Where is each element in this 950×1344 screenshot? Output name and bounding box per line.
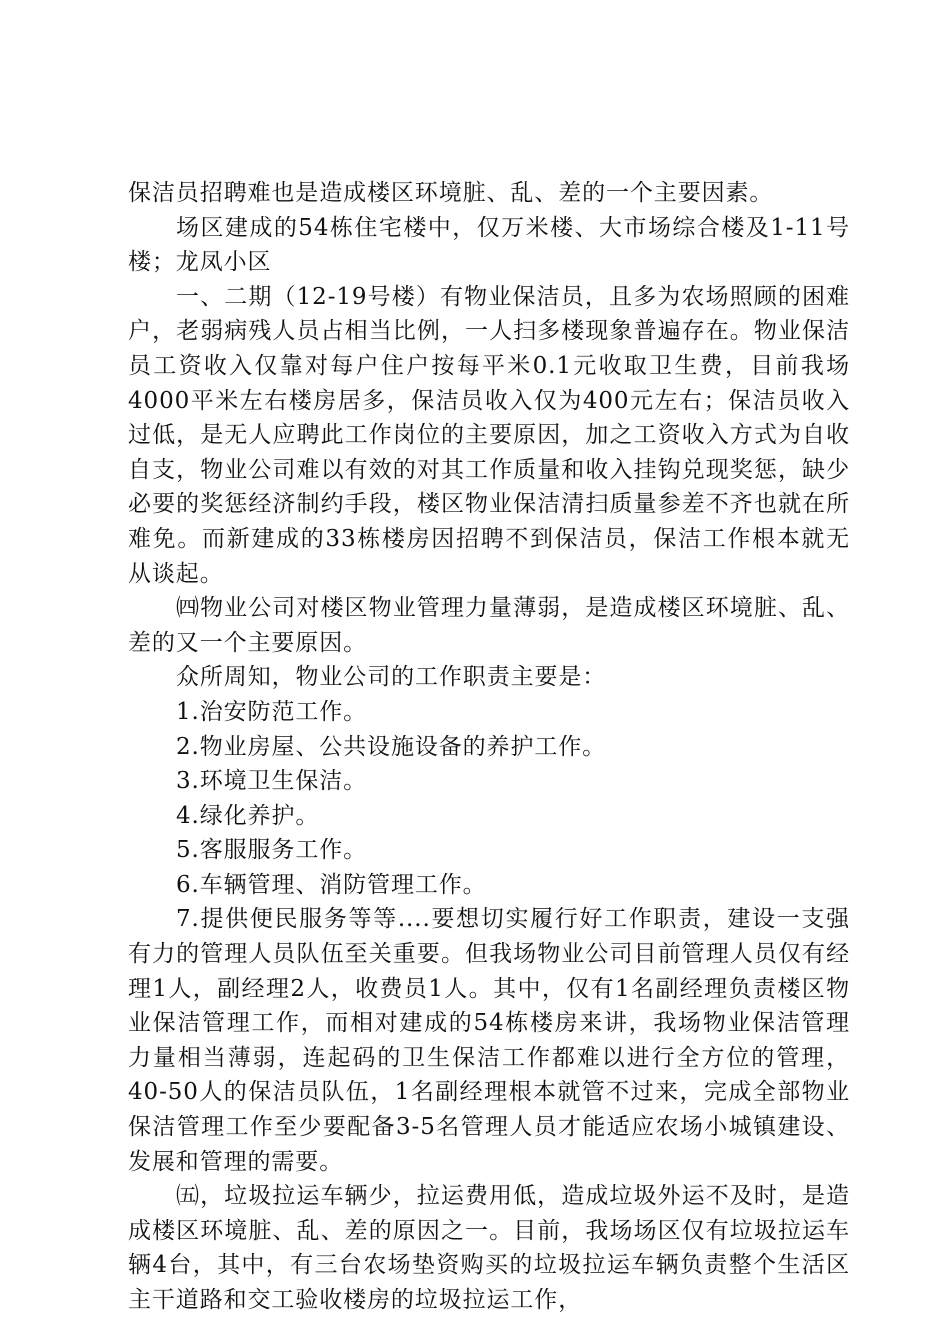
paragraph-1: 保洁员招聘难也是造成楼区环境脏、乱、差的一个主要因素。 — [128, 180, 774, 206]
list-item-3: 3.环境卫生保洁。 — [176, 768, 368, 795]
list-item-4: 4.绿化养护。 — [176, 802, 320, 829]
list-item-2: 2.物业房屋、公共设施设备的养护工作。 — [176, 733, 607, 760]
document-body — [128, 176, 850, 1318]
list-item-1: 1.治安防范工作。 — [176, 698, 368, 725]
paragraph-4: ㈣物业公司对楼区物业管理力量薄弱，是造成楼区环境脏、乱、差的又一个主要原因。 — [128, 595, 850, 656]
paragraph-3: 一、二期（12-19号楼）有物业保洁员，且多为农场照顾的困难户，老弱病残人员占相当比例，一人扫多楼现象普遍存在。物业保洁员工资收入仅靠对每户住户按每平米0.1元收取卫生费，目前我场4000平米左右楼房居多，保洁员收入仅为400元左右；保洁员收入过低，是无人应聘此工作岗位的主要原因，加之工资收入方式为自收自支，物业公司难以有效的对其工作质量和收入挂钩兑现奖惩，缺少必要的奖惩经济制约手段，楼区物业保洁清扫质量参差不齐也就在所难免。而新建成的33栋楼房因招聘不到保洁员，保洁工作根本就无从谈起。 — [128, 283, 850, 587]
list-item-7: 7.提供便民服务等等....要想切实履行好工作职责，建设一支强有力的管理人员队伍至关重要。但我场物业公司目前管理人员仅有经理1人，副经理2人，收费员1人。其中，仅有1名副经理负责楼区物业保洁管理工作，而相对建成的54栋楼房来讲，我场物业保洁管理力量相当薄弱，连起码的卫生保洁工作都难以进行全方位的管理，40-50人的保洁员队伍，1名副经理根本就管不过来，完成全部物业保洁管理工作至少要配备3-5名管理人员才能适应农场小城镇建设、发展和管理的需要。 — [128, 906, 850, 1175]
paragraph-2: 场区建成的54栋住宅楼中，仅万米楼、大市场综合楼及1-11号楼；龙凤小区 — [128, 214, 850, 276]
list-item-6: 6.车辆管理、消防管理工作。 — [176, 871, 487, 898]
list-item-5: 5.客服服务工作。 — [176, 837, 368, 864]
paragraph-6: ㈤，垃圾拉运车辆少，拉运费用低，造成垃圾外运不及时，是造成楼区环境脏、乱、差的原因之一。目前，我场场区仅有垃圾拉运车辆4台，其中，有三台农场垫资购买的垃圾拉运车辆负责整个生活区主干道路和交工验收楼房的垃圾拉运工作， — [128, 1183, 850, 1313]
paragraph-5: 众所周知，物业公司的工作职责主要是： — [176, 664, 607, 691]
